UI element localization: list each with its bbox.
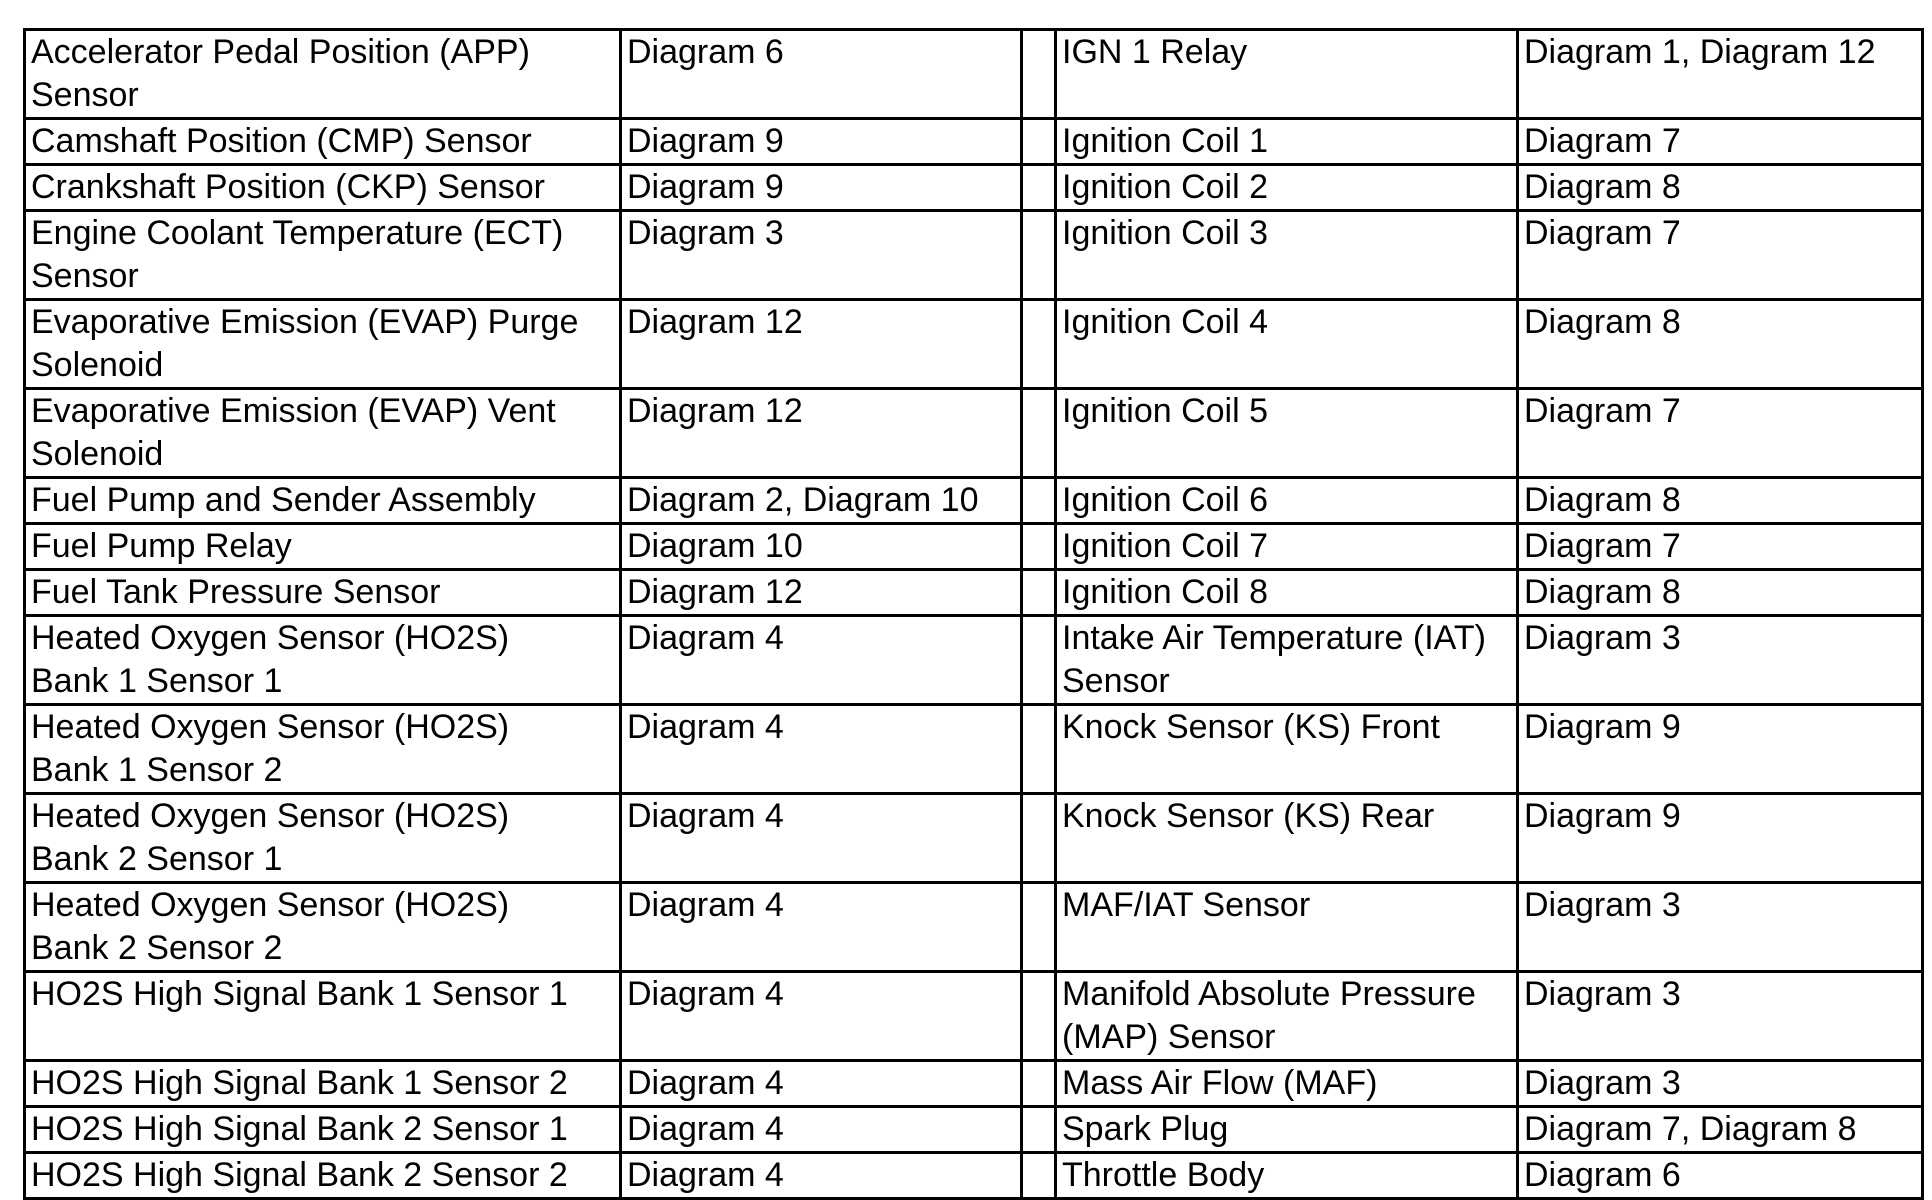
component-name-cell-text: Bank 1 Sensor 2 — [31, 751, 283, 789]
diagram-ref-cell — [621, 616, 1022, 705]
diagram-ref-cell-text: Diagram 4 — [627, 1064, 784, 1102]
component-name-cell-text: Fuel Pump Relay — [31, 527, 292, 565]
component-name-cell — [25, 1107, 621, 1153]
column-separator-cell — [1022, 794, 1056, 883]
diagram-ref-cell-text: Diagram 8 — [1524, 303, 1681, 341]
diagram-ref-cell-text: Diagram 6 — [1524, 1156, 1681, 1194]
diagram-ref-cell — [621, 165, 1022, 211]
table-row — [25, 300, 1923, 389]
table-row — [25, 119, 1923, 165]
component-name-cell — [25, 478, 621, 524]
component-name-cell-text: Knock Sensor (KS) Front — [1062, 708, 1440, 746]
table-row — [25, 972, 1923, 1061]
table-row — [25, 165, 1923, 211]
diagram-ref-cell — [1518, 300, 1923, 389]
column-separator-cell — [1022, 478, 1056, 524]
table-row — [25, 883, 1923, 972]
diagram-ref-cell-text: Diagram 8 — [1524, 481, 1681, 519]
diagram-ref-cell — [1518, 1153, 1923, 1199]
table-row — [25, 705, 1923, 794]
diagram-ref-cell-text: Diagram 6 — [627, 33, 784, 71]
component-name-cell-text: Knock Sensor (KS) Rear — [1062, 797, 1435, 835]
component-name-cell-text: Fuel Tank Pressure Sensor — [31, 573, 441, 611]
component-name-cell-text: Heated Oxygen Sensor (HO2S) — [31, 708, 510, 746]
component-name-cell — [1056, 30, 1518, 119]
diagram-ref-cell-text: Diagram 10 — [627, 527, 803, 565]
component-name-cell-text: Heated Oxygen Sensor (HO2S) — [31, 619, 510, 657]
component-name-cell-text: Camshaft Position (CMP) Sensor — [31, 122, 532, 160]
component-name-cell — [25, 1061, 621, 1107]
column-separator-cell — [1022, 300, 1056, 389]
diagram-ref-cell — [621, 30, 1022, 119]
diagram-ref-cell — [621, 211, 1022, 300]
diagram-ref-cell-text: Diagram 12 — [627, 303, 803, 341]
component-name-cell — [25, 570, 621, 616]
diagram-ref-cell-text: Diagram 7 — [1524, 214, 1681, 252]
component-name-cell — [25, 524, 621, 570]
component-name-cell — [1056, 211, 1518, 300]
diagram-ref-cell-text: Diagram 1, Diagram 12 — [1524, 33, 1876, 71]
component-name-cell — [1056, 389, 1518, 478]
component-name-cell — [1056, 972, 1518, 1061]
component-name-cell — [25, 705, 621, 794]
diagram-ref-cell-text: Diagram 12 — [627, 392, 803, 430]
diagram-ref-cell-text: Diagram 8 — [1524, 573, 1681, 611]
component-name-cell-text: HO2S High Signal Bank 1 Sensor 1 — [31, 975, 568, 1013]
diagram-ref-cell — [1518, 165, 1923, 211]
component-name-cell — [1056, 616, 1518, 705]
column-separator-cell — [1022, 1107, 1056, 1153]
column-separator-cell — [1022, 1153, 1056, 1199]
diagram-ref-cell-text: Diagram 9 — [627, 122, 784, 160]
column-separator-cell — [1022, 616, 1056, 705]
diagram-ref-cell-text: Diagram 3 — [1524, 975, 1681, 1013]
component-name-cell — [1056, 883, 1518, 972]
diagram-ref-cell — [1518, 972, 1923, 1061]
diagram-ref-cell-text: Diagram 3 — [1524, 619, 1681, 657]
diagram-ref-cell — [621, 1153, 1022, 1199]
column-separator-cell — [1022, 389, 1056, 478]
component-name-cell — [25, 389, 621, 478]
diagram-ref-cell-text: Diagram 4 — [627, 708, 784, 746]
table-row — [25, 570, 1923, 616]
diagram-ref-cell — [1518, 705, 1923, 794]
component-name-cell — [1056, 300, 1518, 389]
component-name-cell-text: Heated Oxygen Sensor (HO2S) — [31, 886, 510, 924]
table-row — [25, 389, 1923, 478]
table-row — [25, 1107, 1923, 1153]
diagram-ref-cell-text: Diagram 4 — [627, 975, 784, 1013]
component-name-cell — [1056, 1153, 1518, 1199]
diagram-ref-cell-text: Diagram 4 — [627, 886, 784, 924]
component-name-cell-text: Ignition Coil 4 — [1062, 303, 1269, 341]
component-name-cell-text: Crankshaft Position (CKP) Sensor — [31, 168, 545, 206]
component-name-cell-text: Evaporative Emission (EVAP) Purge — [31, 303, 579, 341]
component-name-cell-text: Ignition Coil 6 — [1062, 481, 1269, 519]
column-separator-cell — [1022, 570, 1056, 616]
component-name-cell-text: Ignition Coil 3 — [1062, 214, 1269, 252]
component-name-cell-text: Ignition Coil 5 — [1062, 392, 1269, 430]
component-name-cell-text: Sensor — [31, 76, 139, 114]
column-separator-cell — [1022, 972, 1056, 1061]
component-name-cell-text: Ignition Coil 1 — [1062, 122, 1269, 160]
column-separator-cell — [1022, 165, 1056, 211]
diagram-ref-cell — [621, 478, 1022, 524]
component-diagram-index-table — [23, 28, 1924, 1200]
component-name-cell — [1056, 524, 1518, 570]
diagram-ref-cell-text: Diagram 3 — [1524, 886, 1681, 924]
table-row — [25, 1153, 1923, 1199]
column-separator-cell — [1022, 524, 1056, 570]
diagram-ref-cell — [621, 300, 1022, 389]
component-name-cell — [1056, 165, 1518, 211]
diagram-ref-cell — [1518, 794, 1923, 883]
table-row — [25, 1061, 1923, 1107]
diagram-ref-cell — [621, 794, 1022, 883]
component-name-cell-text: Throttle Body — [1062, 1156, 1265, 1194]
table-row — [25, 211, 1923, 300]
component-name-cell-text: Fuel Pump and Sender Assembly — [31, 481, 536, 519]
component-name-cell — [25, 211, 621, 300]
component-name-cell — [25, 119, 621, 165]
table-row — [25, 524, 1923, 570]
component-name-cell-text: (MAP) Sensor — [1062, 1018, 1276, 1056]
diagram-ref-cell — [1518, 524, 1923, 570]
component-name-cell-text: Bank 2 Sensor 2 — [31, 929, 283, 967]
component-name-cell — [25, 165, 621, 211]
component-name-cell — [1056, 570, 1518, 616]
diagram-ref-cell — [1518, 1061, 1923, 1107]
component-name-cell — [25, 30, 621, 119]
component-name-cell-text: Sensor — [31, 257, 139, 295]
diagram-ref-cell-text: Diagram 7 — [1524, 527, 1681, 565]
component-name-cell — [25, 1153, 621, 1199]
component-name-cell — [25, 883, 621, 972]
column-separator-cell — [1022, 705, 1056, 794]
column-separator-cell — [1022, 211, 1056, 300]
diagram-ref-cell — [621, 705, 1022, 794]
diagram-ref-cell-text: Diagram 4 — [627, 1156, 784, 1194]
component-name-cell-text: HO2S High Signal Bank 2 Sensor 2 — [31, 1156, 568, 1194]
diagram-ref-cell-text: Diagram 2, Diagram 10 — [627, 481, 979, 519]
component-name-cell-text: Mass Air Flow (MAF) — [1062, 1064, 1378, 1102]
diagram-ref-cell — [1518, 478, 1923, 524]
table-row — [25, 478, 1923, 524]
table-body — [25, 30, 1923, 1199]
diagram-ref-cell-text: Diagram 3 — [1524, 1064, 1681, 1102]
component-name-cell — [25, 616, 621, 705]
diagram-ref-cell-text: Diagram 3 — [627, 214, 784, 252]
component-name-cell-text: Accelerator Pedal Position (APP) — [31, 33, 530, 71]
component-name-cell — [1056, 478, 1518, 524]
diagram-ref-cell — [1518, 30, 1923, 119]
table-row — [25, 794, 1923, 883]
component-name-cell-text: Heated Oxygen Sensor (HO2S) — [31, 797, 510, 835]
component-name-cell-text: Sensor — [1062, 662, 1170, 700]
diagram-ref-cell — [621, 1107, 1022, 1153]
component-name-cell-text: Bank 1 Sensor 1 — [31, 662, 283, 700]
component-name-cell-text: HO2S High Signal Bank 1 Sensor 2 — [31, 1064, 568, 1102]
component-name-cell-text: Evaporative Emission (EVAP) Vent — [31, 392, 556, 430]
diagram-ref-cell — [1518, 389, 1923, 478]
diagram-ref-cell-text: Diagram 4 — [627, 797, 784, 835]
column-separator-cell — [1022, 119, 1056, 165]
component-name-cell-text: Solenoid — [31, 435, 164, 473]
component-name-cell — [25, 972, 621, 1061]
diagram-ref-cell-text: Diagram 9 — [627, 168, 784, 206]
component-name-cell — [25, 794, 621, 883]
component-name-cell — [1056, 119, 1518, 165]
component-name-cell-text: HO2S High Signal Bank 2 Sensor 1 — [31, 1110, 568, 1148]
component-name-cell-text: Intake Air Temperature (IAT) — [1062, 619, 1486, 657]
diagram-ref-cell-text: Diagram 9 — [1524, 797, 1681, 835]
table-row — [25, 30, 1923, 119]
component-name-cell — [1056, 1061, 1518, 1107]
diagram-ref-cell-text: Diagram 4 — [627, 619, 784, 657]
column-separator-cell — [1022, 30, 1056, 119]
diagram-ref-cell — [621, 524, 1022, 570]
component-name-cell-text: Ignition Coil 2 — [1062, 168, 1269, 206]
column-separator-cell — [1022, 883, 1056, 972]
component-name-cell — [1056, 705, 1518, 794]
diagram-ref-cell — [1518, 883, 1923, 972]
diagram-ref-cell — [1518, 1107, 1923, 1153]
diagram-ref-cell — [621, 883, 1022, 972]
diagram-ref-cell-text: Diagram 12 — [627, 573, 803, 611]
diagram-ref-cell-text: Diagram 4 — [627, 1110, 784, 1148]
diagram-ref-cell-text: Diagram 9 — [1524, 708, 1681, 746]
column-separator-cell — [1022, 1061, 1056, 1107]
diagram-ref-cell-text: Diagram 7 — [1524, 122, 1681, 160]
component-name-cell-text: Engine Coolant Temperature (ECT) — [31, 214, 564, 252]
component-name-cell — [25, 300, 621, 389]
diagram-ref-cell — [1518, 616, 1923, 705]
component-name-cell-text: Bank 2 Sensor 1 — [31, 840, 283, 878]
component-name-cell-text: Ignition Coil 8 — [1062, 573, 1269, 611]
component-name-cell-text: Manifold Absolute Pressure — [1062, 975, 1476, 1013]
component-name-cell — [1056, 794, 1518, 883]
diagram-ref-cell-text: Diagram 8 — [1524, 168, 1681, 206]
table-row — [25, 616, 1923, 705]
component-name-cell-text: IGN 1 Relay — [1062, 33, 1248, 71]
diagram-ref-cell — [621, 1061, 1022, 1107]
component-name-cell-text: Ignition Coil 7 — [1062, 527, 1269, 565]
diagram-ref-cell — [1518, 211, 1923, 300]
diagram-ref-cell — [621, 119, 1022, 165]
component-name-cell — [1056, 1107, 1518, 1153]
diagram-ref-cell — [621, 972, 1022, 1061]
diagram-ref-cell — [1518, 119, 1923, 165]
diagram-ref-cell — [621, 570, 1022, 616]
component-name-cell-text: MAF/IAT Sensor — [1062, 886, 1311, 924]
diagram-ref-cell-text: Diagram 7, Diagram 8 — [1524, 1110, 1857, 1148]
diagram-ref-cell — [621, 389, 1022, 478]
diagram-ref-cell-text: Diagram 7 — [1524, 392, 1681, 430]
component-name-cell-text: Solenoid — [31, 346, 164, 384]
component-name-cell-text: Spark Plug — [1062, 1110, 1229, 1148]
diagram-ref-cell — [1518, 570, 1923, 616]
